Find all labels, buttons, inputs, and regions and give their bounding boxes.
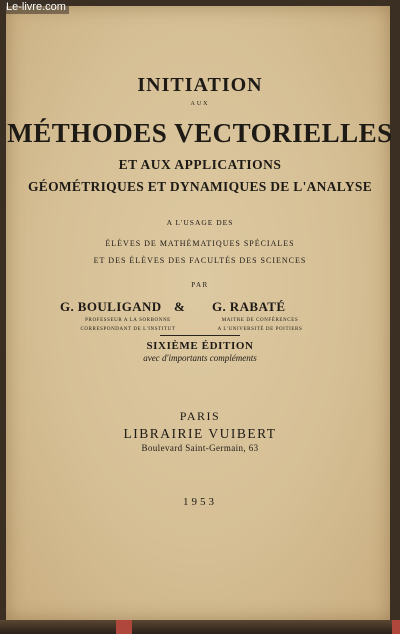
subtitle-line-1: ET AUX APPLICATIONS <box>118 157 282 172</box>
title-connector: AUX <box>190 101 210 107</box>
bottom-edge-red-mark <box>116 620 132 634</box>
publication-year: 1953 <box>183 496 217 508</box>
author-ampersand: & <box>174 299 186 314</box>
title-line-2: MÉTHODES VECTORIELLES <box>7 118 393 148</box>
author-2-credit-line-1: MAITRE DE CONFÉRENCES <box>221 318 299 323</box>
publisher-address: Boulevard Saint-Germain, 63 <box>141 443 259 453</box>
book-bottom-edge <box>0 620 400 634</box>
title-line-1: INITIATION <box>137 74 263 96</box>
author-1-credit-line-1: PROFESSEUR A LA SORBONNE <box>85 318 171 323</box>
publisher-name: LIBRAIRIE VUIBERT <box>123 426 277 441</box>
divider-rule <box>160 335 240 336</box>
publisher-city: PARIS <box>179 409 221 423</box>
author-2-credit-line-2: A L'UNIVERSITÉ DE POITIERS <box>217 327 303 332</box>
bottom-edge-red-mark <box>392 620 400 634</box>
usage-line: A L'USAGE DES <box>166 218 234 227</box>
subtitle-line-2: GÉOMÉTRIQUES ET DYNAMIQUES DE L'ANALYSE <box>27 179 373 194</box>
audience-line-2: ET DES ÉLÈVES DES FACULTÉS DES SCIENCES <box>93 256 307 265</box>
author-1-name: G. BOULIGAND <box>60 299 162 314</box>
edition-note: avec d'importants compléments <box>143 353 257 363</box>
watermark-text: Le-livre.com <box>3 0 69 14</box>
edition-label: SIXIÈME ÉDITION <box>146 340 254 352</box>
audience-line-1: ÉLÈVES DE MATHÉMATIQUES SPÉCIALES <box>105 239 295 248</box>
author-2-name: G. RABATÉ <box>212 299 286 314</box>
by-line: PAR <box>191 281 209 289</box>
author-1-credit-line-2: CORRESPONDANT DE L'INSTITUT <box>80 327 176 332</box>
